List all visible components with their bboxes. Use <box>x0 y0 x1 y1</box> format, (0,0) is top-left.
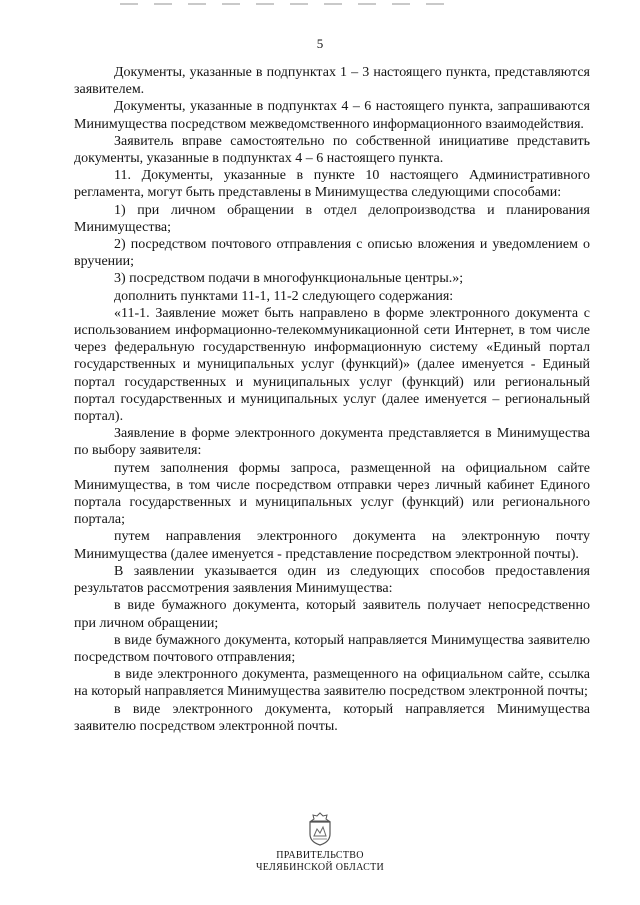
coat-of-arms-icon <box>307 812 333 846</box>
paragraph: 2) посредством почтового отправления с описью вложения и уведомлением о вручении; <box>74 237 590 270</box>
scan-header-artifact <box>120 3 450 5</box>
paragraph: в виде электронного документа, размещенного на официальном сайте, ссылка на который направляется Минимущества заявителю посредством электронной почты; <box>74 667 590 700</box>
paragraph: 3) посредством подачи в многофункциональные центры.»; <box>114 271 464 287</box>
paragraph: 1) при личном обращении в отдел делопроизводства и планирования Минимущества; <box>74 202 590 235</box>
paragraph: «11-1. Заявление может быть направлено в форме электронного документа с использованием информационно-телекоммуникационной сети Интернет, в том числе через федеральную государственную информационную систему «Единый портал государственных и муниципальных услуг (функций)» (далее именуется - Единый портал государственных и муниципальных услуг (функций) или региональный портал государственных и муниципальных услуг (далее именуется – региональный портал). <box>74 305 590 425</box>
paragraph: в виде электронного документа, который направляется Минимущества заявителю посредством электронной почты. <box>74 701 590 734</box>
paragraph: В заявлении указывается один из следующих способов предоставления результатов рассмотрения заявления Минимущества: <box>74 563 590 597</box>
paragraph: путем заполнения формы запроса, размещенной на официальном сайте Минимущества, в том числе посредством отправки через личный кабинет Единого портала государственных и муниципальных услуг (функций) или регионального портала; <box>74 460 590 528</box>
government-name-line2: ЧЕЛЯБИНСКОЙ ОБЛАСТИ <box>255 862 385 873</box>
government-name-line1: ПРАВИТЕЛЬСТВО <box>276 850 364 861</box>
paragraph: Документы, указанные в подпунктах 4 – 6 настоящего пункта, запрашиваются Минимущества посредством межведомственного информационного взаимодействия. <box>74 99 590 132</box>
paragraph: Заявление в форме электронного документа представляется в Минимущества по выбору заявителя: <box>74 426 590 459</box>
paragraph: Заявитель вправе самостоятельно по собственной инициативе представить документы, указанные в подпунктах 4 – 6 настоящего пункта. <box>74 133 590 167</box>
document-body <box>74 64 590 735</box>
paragraph: путем направления электронного документа на электронную почту Минимущества (далее именуется - представление посредством электронной почты). <box>74 529 590 562</box>
paragraph: в виде бумажного документа, который заявитель получает непосредственно при личном обращении; <box>74 598 590 631</box>
paragraph: 11. Документы, указанные в пункте 10 настоящего Административного регламента, могут быть представлены в Минимущества следующими способами: <box>74 168 590 201</box>
paragraph: дополнить пунктами 11-1, 11-2 следующего содержания: <box>114 288 454 304</box>
government-stamp <box>0 812 640 874</box>
paragraph: Документы, указанные в подпунктах 1 – 3 настоящего пункта, представляются заявителем. <box>74 65 590 98</box>
paragraph: в виде бумажного документа, который направляется Минимущества заявителю посредством почтового отправления; <box>74 632 590 665</box>
page-number: 5 <box>316 36 324 51</box>
